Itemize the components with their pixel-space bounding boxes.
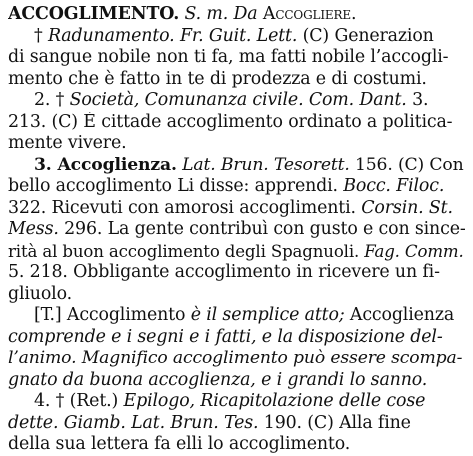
entry-text: † bbox=[34, 25, 48, 46]
italic-text: l’animo. Magnifico accoglimento può essere scompa- bbox=[8, 348, 463, 368]
italic-text: gnato da buona accoglienza, e i grandi lo sanno. bbox=[8, 369, 428, 390]
entry-line bbox=[8, 219, 467, 241]
entry-text: 213. (C) È cittade accoglimento ordinato a politica- bbox=[8, 111, 453, 132]
entry-text: della sua lettera fa elli lo accoglimento. bbox=[8, 434, 351, 454]
entry-text: Accoglienza bbox=[344, 305, 455, 325]
entry-line bbox=[8, 413, 467, 435]
italic-text: dette. Giamb. Lat. Brun. Tes. bbox=[8, 412, 259, 433]
italic-text: Corsin. St. bbox=[361, 197, 453, 218]
entry-line bbox=[8, 327, 467, 349]
italic-text: Mess. bbox=[8, 219, 59, 239]
entry-line bbox=[8, 305, 467, 327]
entry-line bbox=[8, 4, 467, 26]
entry-line bbox=[8, 26, 467, 48]
entry-text: 4. † (Ret.) bbox=[34, 391, 124, 411]
entry-line bbox=[8, 133, 467, 155]
headword: ACCOGLIMENTO. bbox=[8, 4, 180, 24]
entry-text: 190. (C) Alla fine bbox=[258, 412, 411, 433]
entry-text: bello accoglimento Li disse: apprendi. bbox=[8, 176, 344, 196]
entry-text: 5. 218. Obbligante accoglimento in ricevere un fi- bbox=[8, 262, 440, 282]
entry-text: 3. bbox=[406, 90, 429, 110]
entry-text: mente vivere. bbox=[8, 133, 127, 153]
italic-text: Epilogo, Ricapitolazione delle cose bbox=[123, 391, 426, 411]
italic-text: Radunamento. Fr. Guit. Lett. bbox=[47, 25, 298, 46]
italic-text: Fag. Comm. bbox=[364, 241, 464, 261]
entry-text: [T.] Accoglimento bbox=[34, 305, 191, 325]
entry-line bbox=[8, 69, 467, 91]
entry-text: 296. La gente contribuì con gusto e con since- bbox=[58, 219, 466, 239]
entry-line bbox=[8, 391, 467, 413]
entry-line bbox=[8, 90, 467, 112]
entry-text: mento che è fatto in te di prodezza e di costumi. bbox=[8, 68, 427, 89]
entry-line bbox=[8, 176, 467, 198]
italic-text: S. m. Da bbox=[184, 4, 258, 24]
italic-text: Società, Comunanza civile. Com. Dant. bbox=[69, 90, 407, 110]
dictionary-entry-accoglimento bbox=[8, 4, 467, 456]
entry-line bbox=[8, 47, 467, 69]
entry-text: di sangue nobile non ti fa, ma fatti nobile l’accogli- bbox=[8, 47, 449, 67]
italic-text: Lat. Brun. Tesorett. bbox=[182, 154, 350, 175]
entry-line bbox=[8, 262, 467, 284]
entry-text: (C) Generazion bbox=[297, 25, 434, 46]
italic-text: comprende e i segni e i fatti, e la disposizione del- bbox=[8, 326, 443, 347]
entry-text: 322. Ricevuti con amorosi accoglimenti. bbox=[8, 197, 362, 218]
entry-line bbox=[8, 434, 467, 456]
entry-text: 2. † bbox=[34, 90, 70, 110]
entry-text: rità al buon accoglimento degli Spagnuoli. bbox=[8, 241, 365, 261]
entry-line bbox=[8, 284, 467, 306]
entry-text: 156. (C) Con bbox=[349, 154, 464, 175]
entry-line bbox=[8, 198, 467, 220]
italic-text: Bocc. Filoc. bbox=[343, 176, 445, 196]
entry-line bbox=[8, 348, 467, 370]
headword: 3. Accoglienza. bbox=[34, 154, 177, 175]
entry-text: gliuolo. bbox=[8, 283, 72, 304]
italic-text: è il semplice atto; bbox=[190, 305, 345, 325]
entry-line bbox=[8, 112, 467, 134]
entry-line bbox=[8, 241, 467, 263]
entry-text: Accogliere. bbox=[262, 4, 357, 24]
entry-line bbox=[8, 370, 467, 392]
entry-line bbox=[8, 155, 467, 177]
